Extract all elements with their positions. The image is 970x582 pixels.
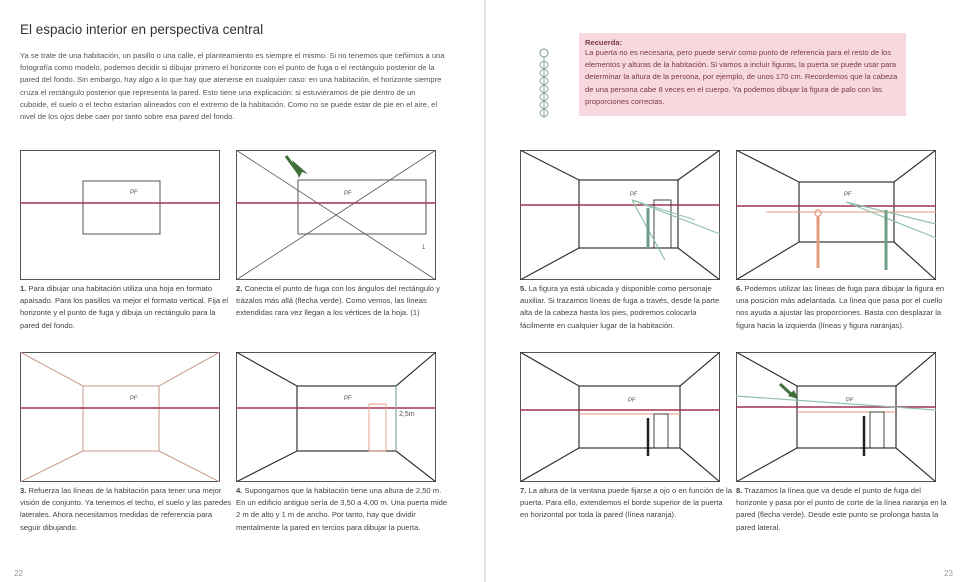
panel-step-1: [20, 150, 220, 280]
caption-step-1: 1. Para dibujar una habitación utiliza una hoja en formato apaisado. Para los pasillos va mejor el formato vertical. Fija el horizonte y el punto de fuga y dibuja un rectángulo para la pared del fondo.: [20, 284, 229, 330]
panel-step-4: [236, 352, 436, 482]
caption-step-7: 7. La altura de la ventana puede fijarse a ojo o en función de la puerta. Para ello, extendemos el borde superior de la puerta en horizontal por toda la pared (línea naranja).: [520, 486, 732, 520]
vanishing-point-label: PF: [846, 398, 854, 404]
panel-step-2: [236, 150, 436, 280]
vanishing-point-label: PF: [844, 192, 852, 198]
caption-step-6: 6. Podemos utilizar las líneas de fuga para dibujar la figura en una posición más adelantada. La línea que pasa por el cuello nos ayuda a ajustar las proporciones. Basta con desplazar la figura hacia la izquierda (líneas y figura naranjas).: [736, 284, 945, 330]
vanishing-point-label: PF: [344, 191, 352, 197]
vanishing-point-label: PF: [130, 190, 138, 196]
footnote-marker: 1: [422, 245, 426, 251]
intro-paragraph: Ya se trate de una habitación, un pasillo o una calle, el planteamiento es siempre el mismo. Si no tenemos que ceñirnos a una fotografía como modelo, podemos decidir si dibujar primero el horizonte con el punto de fuga o el rectángulo posterior de la pared del fondo. Sin embargo, hay algo a lo que hay que atenerse en cualquier caso: en una habitación, el horizonte siempre cruza el rectángulo posterior que representa la pared. Esto tiene una explicación: si estuviéramos de pie dentro de un cuboide, el suelo o el techo estarían alineados con el extremo de la habitación. Como no se puede estar de pie en el aire, el nivel de los ojos debe caer por tanto sobre esa pared del fondo.: [20, 51, 445, 122]
caption-step-4: 4. Supongamos que la habitación tiene una altura de 2,50 m. En un edificio antiguo sería de 3,50 a 4,00 m. Una puerta mide 2 m de alto y 1 m de ancho. Por tanto, hay que dividir mentalmente la pared en tercios para dibujar la puerta.: [236, 486, 448, 532]
panel-step-7: [520, 352, 720, 482]
vanishing-point-label: PF: [130, 396, 138, 402]
recuerda-title: Recuerda:: [585, 38, 623, 47]
vanishing-point-label: PF: [628, 398, 636, 404]
page-title: El espacio interior en perspectiva central: [20, 22, 264, 37]
caption-step-5: 5. La figura ya está ubicada y disponible como personaje auxiliar. Si trazamos líneas de fuga a través, desde la parte alta de la cabeza hasta los pies, podremos colocarla fácilmente en cualquier lugar de la habitación.: [520, 284, 720, 330]
panel-step-3: [20, 352, 220, 482]
caption-step-3: 3. Refuerza las líneas de la habitación para tener una mejor visión de conjunto. Ya tenemos el techo, el suelo y las paredes laterales. Ahora necesitamos medidas de referencia para seguir dibujando.: [20, 486, 232, 532]
panel-step-8: [736, 352, 936, 482]
page-number-right: 23: [944, 569, 953, 578]
page-number-left: 22: [14, 569, 23, 578]
vanishing-point-label: PF: [630, 192, 638, 198]
height-label: 2,5m: [399, 411, 415, 418]
vanishing-point-label: PF: [344, 396, 352, 402]
caption-step-2: 2. Conecta el punto de fuga con los ángulos del rectángulo y trázalos más allá (flecha verde). Como vemos, las líneas extendidas rara vez llegan a los vértices de la hoja. (1): [236, 284, 440, 318]
caption-step-8: 8. Trazamos la línea que va desde el punto de fuga del horizonte y pasa por el punto de corte de la línea naranja en la pared (flecha verde). Desde este punto se prolonga hasta la pared lateral.: [736, 486, 947, 532]
panel-step-6: [736, 150, 936, 280]
recuerda-body: La puerta no es necesaria, pero puede servir como punto de referencia para el resto de los elementos y alturas de la habitación. Si vamos a incluir figuras, la puerta se puede usar para determinar la altura de la persona, por ejemplo, de unos 170 cm. Recordemos que la cabeza de una persona cabe 8 veces en el cuerpo. Ya podemos dibujar la figura de palo con las proporciones correctas.: [585, 48, 898, 106]
recuerda-box: [579, 33, 906, 116]
panel-step-5: [520, 150, 720, 280]
chain-illustration: [537, 48, 551, 120]
